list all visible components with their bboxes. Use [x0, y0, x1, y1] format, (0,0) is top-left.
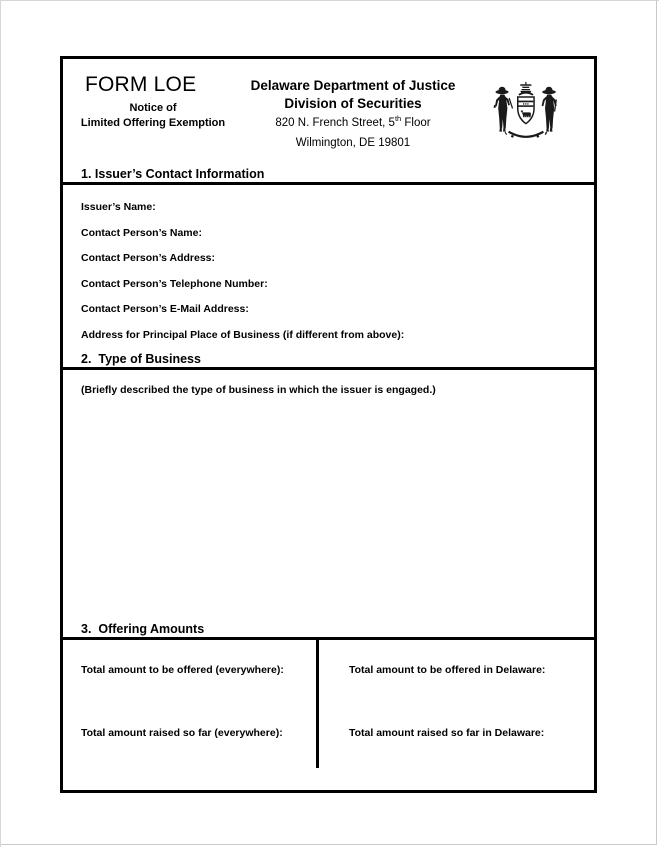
- street-address-text: 820 N. French Street, 5: [275, 117, 395, 129]
- field-total-raised-delaware: Total amount raised so far in Delaware:: [349, 726, 545, 739]
- form-identity-block: [77, 73, 229, 131]
- form-title: FORM LOE: [85, 73, 197, 96]
- agency-street-address: [229, 113, 477, 133]
- field-contact-person-name: Contact Person’s Name:: [81, 226, 202, 239]
- field-total-offered-delaware: Total amount to be offered in Delaware:: [349, 663, 546, 676]
- field-contact-person-address: Contact Person’s Address:: [81, 252, 216, 264]
- section-3-heading: 3. Offering Amounts: [81, 621, 205, 636]
- document-header: [63, 59, 594, 167]
- street-ordinal-suffix: th: [394, 114, 402, 124]
- page-edge-top: [0, 0, 659, 1]
- type-of-business-instruction: (Briefly described the type of business in which the issuer is engaged.): [81, 383, 436, 396]
- field-contact-person-telephone: Contact Person’s Telephone Number:: [81, 277, 268, 290]
- agency-block: [229, 77, 477, 153]
- section-3-body: [63, 640, 594, 768]
- section-1-body: [63, 185, 594, 352]
- offering-amounts-delaware-column: [316, 640, 594, 768]
- agency-division: Division of Securities: [284, 96, 422, 111]
- field-total-offered-everywhere: Total amount to be offered (everywhere):: [81, 663, 284, 676]
- section-1-heading: 1. Issuer’s Contact Information: [81, 167, 265, 181]
- form-subtitle-line-2: Limited Offering Exemption: [80, 117, 226, 129]
- field-principal-place-of-business: Address for Principal Place of Business (if different from above):: [81, 328, 405, 341]
- agency-department: Delaware Department of Justice: [250, 78, 456, 93]
- form-loe-document: [60, 56, 597, 793]
- section-2-heading: 2. Type of Business: [81, 351, 201, 366]
- form-subtitle-line-1: Notice of: [129, 102, 177, 114]
- offering-amounts-everywhere-column: [63, 640, 316, 768]
- street-floor-text: Floor: [401, 117, 431, 129]
- section-2-body[interactable]: [63, 370, 594, 622]
- delaware-state-seal-icon: [487, 81, 565, 145]
- page-edge-left: [0, 0, 1, 847]
- field-total-raised-everywhere: Total amount raised so far (everywhere):: [81, 726, 283, 739]
- field-issuers-name: Issuer’s Name:: [81, 201, 156, 213]
- agency-city-state-zip: Wilmington, DE 19801: [295, 137, 411, 149]
- field-contact-person-email: Contact Person’s E-Mail Address:: [81, 303, 249, 315]
